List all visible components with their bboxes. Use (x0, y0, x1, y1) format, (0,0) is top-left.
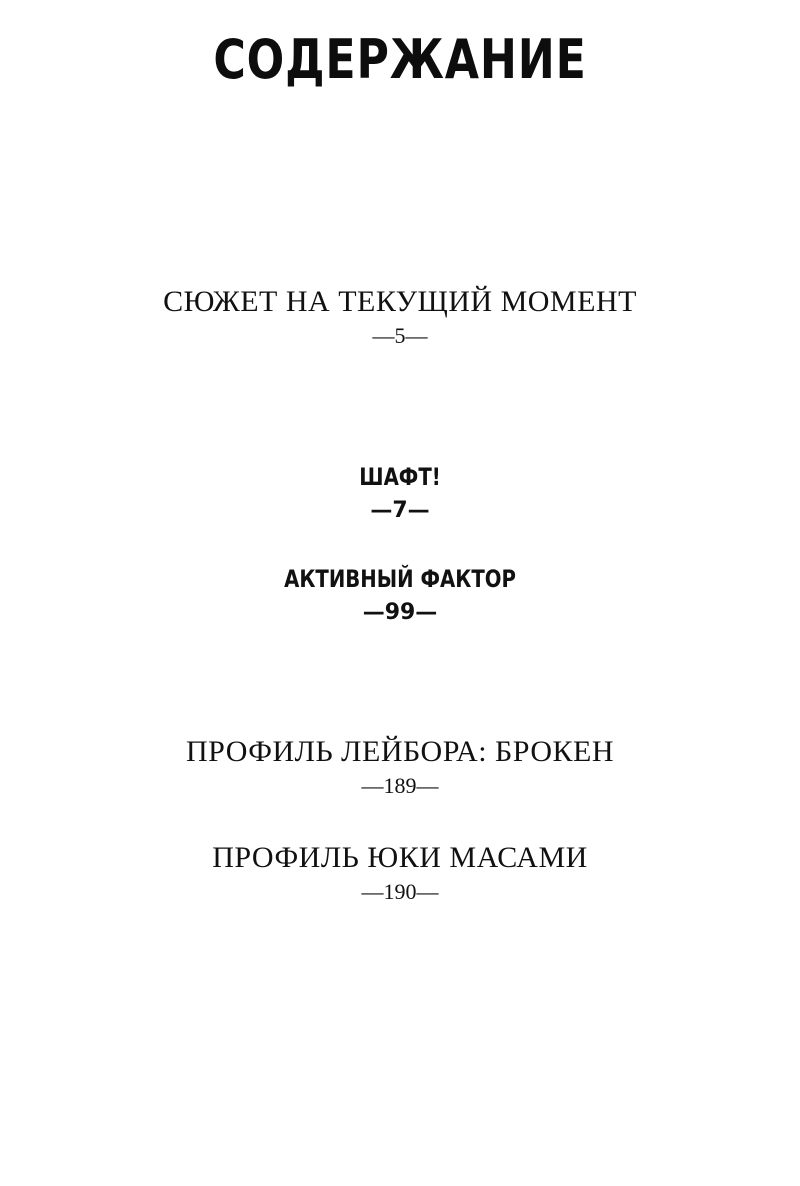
toc-entry-title: АКТИВНЫЙ ФАКТОР (284, 565, 516, 593)
page-title: СОДЕРЖАНИЕ (213, 28, 587, 91)
toc-entry-title: ПРОФИЛЬ ЛЕЙБОРА: БРОКЕН (186, 735, 614, 768)
toc-entry-shaft (0, 460, 800, 528)
toc-entry-story-so-far (0, 284, 800, 352)
toc-entry-page: —190— (361, 879, 439, 904)
toc-entry-page: —189— (361, 773, 439, 798)
toc-entry-page: —7— (370, 498, 430, 523)
toc-entry-title: ШАФТ! (359, 463, 441, 491)
toc-entry-title: СЮЖЕТ НА ТЕКУЩИЙ МОМЕНТ (163, 285, 637, 318)
toc-entry-page: —5— (372, 323, 428, 348)
toc-entry-active-factor (0, 562, 800, 630)
toc-entry-profile-broken (0, 734, 800, 802)
toc-entry-page: —99— (362, 600, 438, 625)
toc-entry-profile-yuki (0, 840, 800, 908)
toc-entry-title: ПРОФИЛЬ ЮКИ МАСАМИ (212, 841, 588, 874)
